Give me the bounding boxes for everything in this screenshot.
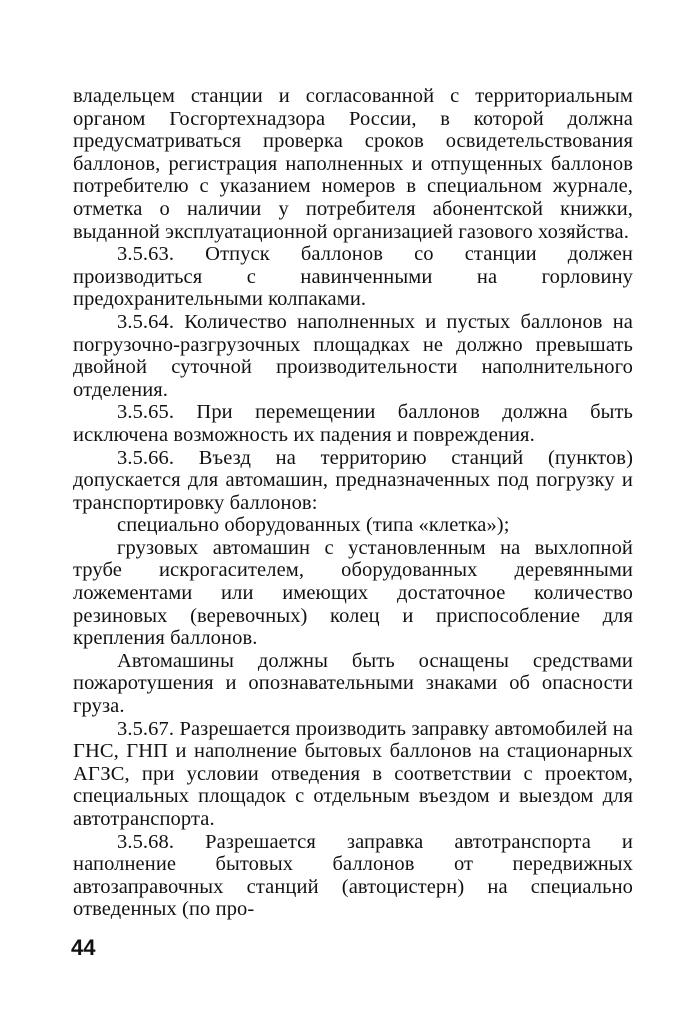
paragraph-3-5-68: 3.5.68. Разрешается заправка автотранспорта и наполнение бытовых баллонов от передвижных автозаправочных станций (автоцистерн) на специально отведенных (по про-: [73, 830, 633, 921]
list-item-trucks: грузовых автомашин с установленным на выхлопной трубе искрогасителем, оборудованных деревянными ложементами или имеющих достаточное количество резиновых (веревочных) колец и приспособление для крепления баллонов.: [73, 536, 633, 650]
paragraph-3-5-65: 3.5.65. При перемещении баллонов должна быть исключена возможность их падения и повреждения.: [73, 401, 633, 446]
paragraph-3-5-64: 3.5.64. Количество наполненных и пустых баллонов на погрузочно-разгрузочных площадках не должно превышать двойной суточной производительности наполнительного отделения.: [73, 310, 633, 401]
paragraph-fire-equipment: Автомашины должны быть оснащены средствами пожаротушения и опознавательными знаками об опасности груза.: [73, 649, 633, 718]
page-number: 44: [71, 935, 96, 960]
paragraph-continuation: владельцем станции и согласованной с территориальным органом Госгортехнадзора России, в которой должна предусматриваться проверка сроков освидетельствования баллонов, регистрация наполненных и отпущенных баллонов потребителю с указанием номеров в специальном журнале, отметка о наличии у потребителя абонентской книжки, выданной эксплуатационной организацией газового хозяйства.: [73, 85, 633, 243]
paragraph-3-5-66: 3.5.66. Въезд на территорию станций (пунктов) допускается для автомашин, предназначенных под погрузку и транспортировку баллонов:: [73, 446, 633, 514]
paragraph-3-5-63: 3.5.63. Отпуск баллонов со станции должен производиться с навинченными на горловину предохранительными колпаками.: [73, 243, 633, 311]
paragraph-3-5-67: 3.5.67. Разрешается производить заправку автомобилей на ГНС, ГНП и наполнение бытовых баллонов на стационарных АГЗС, при условии отведения в соответствии с проектом, специальных площадок с отдельным въездом и выездом для автотранспорта.: [73, 717, 633, 830]
body-text: [73, 85, 633, 921]
list-item-cage-type: специально оборудованных (типа «клетка»);: [117, 514, 510, 537]
